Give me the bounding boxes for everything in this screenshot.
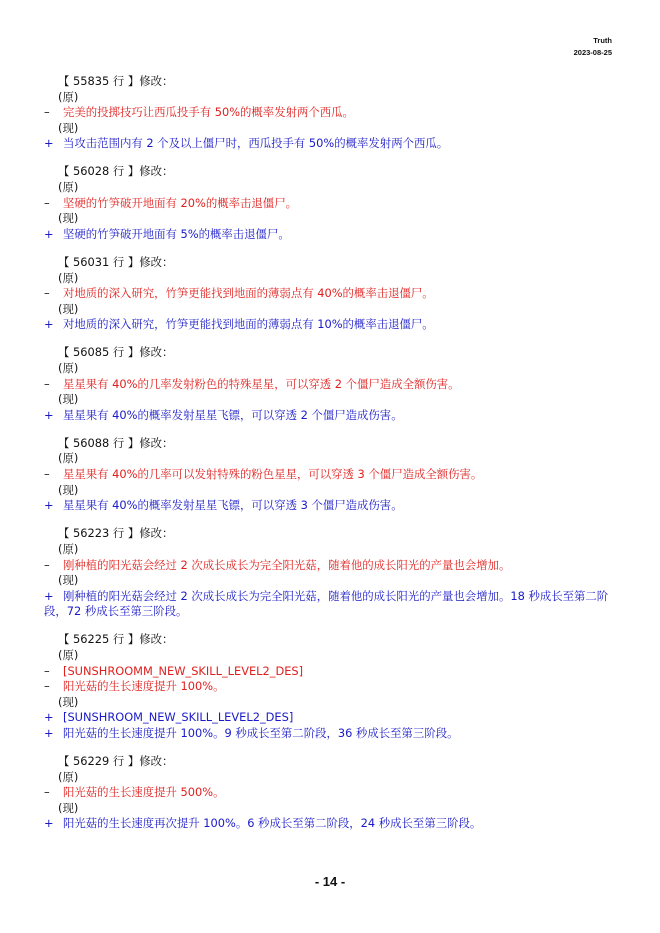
header-date: 2023-08-25 [573, 48, 612, 57]
change-header: 【 56028 行 】修改： [58, 164, 174, 179]
original-label: (原) [58, 361, 79, 375]
added-text: 星星果有 40%的概率发射星星飞镖，可以穿透 2 个僵尸造成伤害。 [63, 407, 403, 422]
removed-text: 星星果有 40%的几率发射粉色的特殊星星，可以穿透 2 个僵尸造成全额伤害。 [63, 376, 460, 391]
removed-text: 星星果有 40%的几率可以发射特殊的粉色星星，可以穿透 3 个僵尸造成全额伤害。 [63, 467, 483, 482]
plus-marker: + [44, 317, 54, 332]
original-label: (原) [58, 648, 79, 662]
plus-marker: + [44, 710, 54, 725]
change-block [44, 436, 629, 514]
minus-marker: – [44, 679, 50, 694]
plus-marker: + [44, 226, 54, 241]
change-header: 【 56085 行 】修改： [58, 345, 174, 360]
original-label: (原) [58, 89, 79, 104]
added-line [44, 589, 629, 620]
plus-marker: + [44, 498, 54, 513]
removed-text: 完美的投掷技巧让西瓜投手有 50%的概率发射两个西瓜。 [63, 105, 354, 120]
removed-line [44, 196, 629, 212]
plus-marker: + [44, 725, 54, 740]
removed-line [44, 785, 629, 801]
change-block [44, 526, 629, 620]
removed-text: 阳光菇的生长速度提升 500%。 [63, 785, 225, 800]
current-label: (现) [58, 392, 79, 407]
minus-marker: – [44, 105, 50, 120]
change-header: 【 56225 行 】修改： [58, 632, 174, 647]
removed-line [44, 105, 629, 121]
removed-text: 刚种植的阳光菇会经过 2 次成长成长为完全阳光菇，随着他的成长阳光的产量也会增加。 [63, 557, 511, 572]
added-text: 刚种植的阳光菇会经过 2 次成长成长为完全阳光菇，随着他的成长阳光的产量也会增加。18 秒成长至第二阶段，72 秒成长至第三阶段。 [44, 588, 609, 619]
current-label: (现) [58, 301, 79, 316]
header-title: Truth [593, 36, 612, 45]
minus-marker: – [44, 785, 50, 800]
minus-marker: – [44, 286, 50, 301]
added-line [44, 408, 629, 424]
change-block [44, 74, 629, 152]
change-header: 【 56229 行 】修改： [58, 754, 174, 769]
removed-line [44, 377, 629, 393]
plus-marker: + [44, 816, 54, 831]
minus-marker: – [44, 663, 50, 678]
minus-marker: – [44, 195, 50, 210]
added-text: 当攻击范围内有 2 个及以上僵尸时，西瓜投手有 50%的概率发射两个西瓜。 [63, 136, 449, 151]
current-label: (现) [58, 482, 79, 497]
diff-content [44, 74, 629, 845]
change-header: 【 55835 行 】修改： [58, 74, 174, 88]
added-line [44, 710, 629, 726]
added-text: 星星果有 40%的概率发射星星飞镖，可以穿透 3 个僵尸造成伤害。 [63, 498, 403, 513]
removed-text: 对地质的深入研究，竹笋更能找到地面的薄弱点有 40%的概率击退僵尸。 [63, 286, 434, 301]
change-block [44, 345, 629, 423]
added-text: 对地质的深入研究，竹笋更能找到地面的薄弱点有 10%的概率击退僵尸。 [63, 317, 434, 332]
minus-marker: – [44, 376, 50, 391]
plus-marker: + [44, 136, 54, 151]
added-text: 坚硬的竹笋破开地面有 5%的概率击退僵尸。 [63, 226, 290, 241]
change-block [44, 754, 629, 832]
change-header: 【 56088 行 】修改： [58, 435, 174, 450]
page-header [574, 35, 612, 59]
original-label: (原) [58, 451, 79, 466]
added-line [44, 726, 629, 742]
removed-text: 坚硬的竹笋破开地面有 20%的概率击退僵尸。 [63, 195, 297, 210]
change-header: 【 56223 行 】修改： [58, 526, 174, 541]
added-line [44, 136, 629, 152]
change-block [44, 164, 629, 242]
added-line [44, 317, 629, 333]
removed-line [44, 558, 629, 574]
added-line [44, 816, 629, 832]
minus-marker: – [44, 467, 50, 482]
original-label: (原) [58, 180, 79, 195]
change-block [44, 255, 629, 333]
original-label: (原) [58, 270, 79, 285]
plus-marker: + [44, 588, 54, 603]
change-block [44, 632, 629, 741]
added-line [44, 498, 629, 514]
current-label: (现) [58, 120, 79, 135]
removed-line [44, 679, 629, 695]
removed-text: 阳光菇的生长速度提升 100%。 [63, 679, 225, 694]
added-text: [SUNSHROOM_NEW_SKILL_LEVEL2_DES] [63, 710, 294, 725]
removed-line [44, 286, 629, 302]
added-text: 阳光菇的生长速度再次提升 100%。6 秒成长至第二阶段，24 秒成长至第三阶段。 [63, 816, 482, 831]
change-header: 【 56031 行 】修改： [58, 254, 174, 269]
original-label: (原) [58, 769, 79, 784]
removed-line [44, 664, 629, 680]
current-label: (现) [58, 211, 79, 226]
added-text: 阳光菇的生长速度提升 100%。9 秒成长至第二阶段，36 秒成长至第三阶段。 [63, 725, 459, 740]
plus-marker: + [44, 407, 54, 422]
minus-marker: – [44, 557, 50, 572]
removed-line [44, 467, 629, 483]
page-number: - 14 - [314, 874, 346, 889]
current-label: (现) [58, 800, 79, 815]
original-label: (原) [58, 541, 79, 556]
added-line [44, 227, 629, 243]
current-label: (现) [58, 573, 79, 588]
removed-text: [SUNSHROOMM_NEW_SKILL_LEVEL2_DES] [63, 663, 304, 678]
current-label: (现) [58, 694, 79, 709]
